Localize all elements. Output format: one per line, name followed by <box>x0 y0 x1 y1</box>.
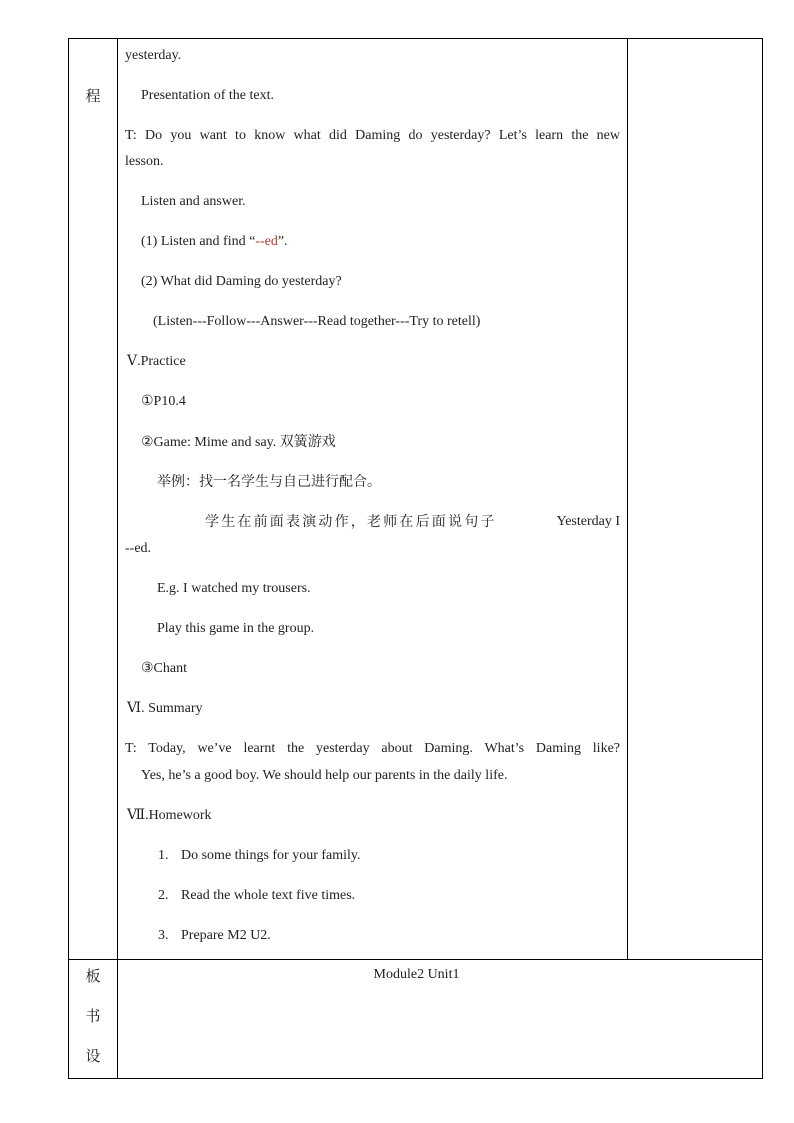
text-span-cn: 双簧游戏 <box>279 434 336 450</box>
list-item: Do some things for your family. <box>181 848 361 863</box>
text-line: T: Do you want to know what did Daming do yesterday? Let’s learn the new <box>125 128 620 143</box>
text-line: ③Chant <box>141 661 187 676</box>
list-item: Prepare M2 U2. <box>181 928 271 943</box>
text-line: E.g. I watched my trousers. <box>157 581 311 596</box>
text-line: ①P10.4 <box>141 394 186 409</box>
list-item-number: 3. <box>158 928 169 943</box>
text-line: Yes, he’s a good boy. We should help our parents in the daily life. <box>141 768 508 783</box>
text-span: (1) Listen and find “ <box>141 234 256 249</box>
text-line: (Listen---Follow---Answer---Read together---Try to retell) <box>153 314 481 329</box>
text-line <box>141 233 288 251</box>
board-design-title: Module2 Unit1 <box>373 967 460 982</box>
board-label-char-2: 书 <box>85 1007 101 1025</box>
left-column-divider <box>117 39 118 1078</box>
text-span: Yesterday I <box>556 514 620 529</box>
list-item: Read the whole text five times. <box>181 888 356 903</box>
board-label-char-1: 板 <box>85 967 101 985</box>
text-line: 举例：找一名学生与自己进行配合。 <box>157 474 381 490</box>
text-line: T: Today, we’ve learnt the yesterday about Daming. What’s Daming like? <box>125 741 620 756</box>
lesson-plan-table <box>68 38 763 1079</box>
row-divider <box>69 959 762 960</box>
list-item-number: 2. <box>158 888 169 903</box>
text-span-cn: 学生在前面表演动作，老师在后面说句子 <box>205 514 497 530</box>
text-line: lesson. <box>125 154 164 169</box>
text-line: Listen and answer. <box>141 194 246 209</box>
text-span: ②Game: Mime and say. <box>141 435 280 450</box>
right-column-divider <box>627 39 628 959</box>
highlight-ed: --ed <box>255 234 278 249</box>
text-line <box>205 513 620 532</box>
text-line: Presentation of the text. <box>141 88 274 103</box>
text-line: yesterday. <box>125 48 182 63</box>
text-line: (2) What did Daming do yesterday? <box>141 274 342 289</box>
text-line: Play this game in the group. <box>157 621 315 636</box>
text-line: --ed. <box>125 541 152 556</box>
section-heading: Ⅴ.Practice <box>127 354 186 369</box>
process-label-char: 程 <box>85 87 101 105</box>
text-span: ”. <box>277 234 288 249</box>
list-item-number: 1. <box>158 848 169 863</box>
board-label-char-3: 设 <box>85 1047 101 1065</box>
section-heading: Ⅵ. Summary <box>127 701 203 716</box>
text-line <box>141 433 336 452</box>
section-heading: Ⅶ.Homework <box>127 808 212 823</box>
